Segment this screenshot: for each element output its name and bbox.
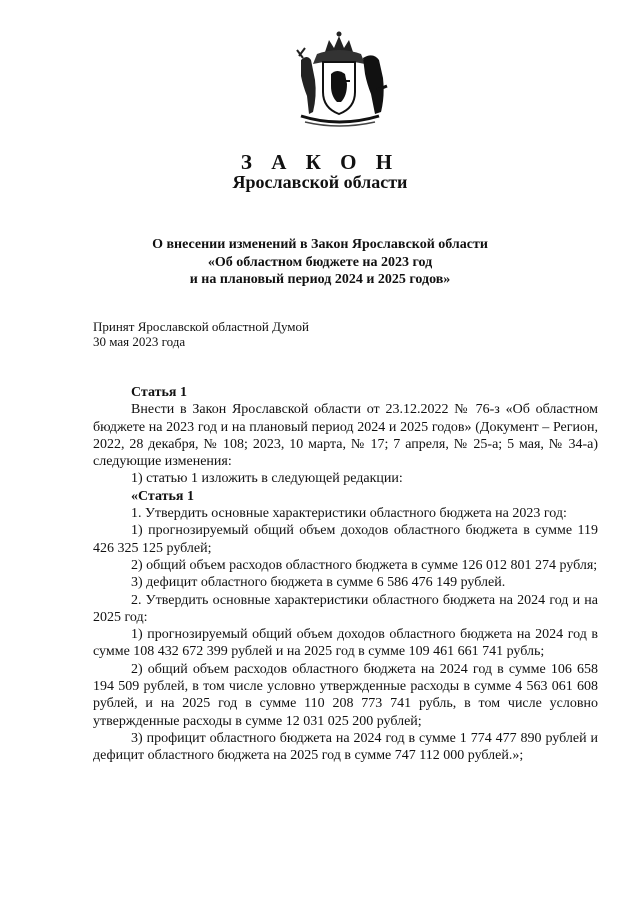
article-subparagraph: 1) прогнозируемый общий объем доходов областного бюджета на 2024 год в сумме 108 432 672 399 рублей и на 2025 год в сумме 109 461 661 741 рубль; — [93, 627, 598, 660]
article-heading: Статья 1 — [131, 385, 187, 400]
article-paragraph: 1. Утвердить основные характеристики областного бюджета на 2023 год: — [131, 506, 567, 522]
adoption-date: 30 мая 2023 года — [93, 334, 186, 349]
article-subparagraph: 3) профицит областного бюджета на 2024 год в сумме 1 774 477 890 рублей и дефицит областного бюджета на 2025 год в сумме 747 112 000 рублей.»; — [93, 730, 598, 764]
article-body — [93, 384, 598, 765]
article-item: 1) статью 1 изложить в следующей редакции: — [131, 471, 403, 487]
coat-of-arms-emblem — [287, 30, 391, 130]
law-heading: З А К О Н — [240, 150, 400, 174]
article-paragraph: 2. Утвердить основные характеристики областного бюджета на 2024 год и на 2025 год: — [93, 592, 598, 625]
article-subparagraph: 1) прогнозируемый общий объем доходов областного бюджета в сумме 119 426 325 125 рублей; — [93, 523, 598, 556]
article-subparagraph: 3) дефицит областного бюджета в сумме 6 586 476 149 рублей. — [131, 575, 506, 591]
article-subparagraph: 2) общий объем расходов областного бюджета в сумме 126 012 801 274 рубля; — [131, 557, 598, 573]
law-title-line: и на плановый период 2024 и 2025 годов» — [189, 272, 451, 287]
law-title-line: «Об областном бюджете на 2023 год — [207, 254, 433, 270]
quoted-article-heading: «Статья 1 — [131, 488, 194, 504]
region-heading: Ярославской области — [232, 172, 408, 192]
adoption-line: Принят Ярославской областной Думой — [93, 319, 309, 334]
article-subparagraph: 2) общий объем расходов областного бюджета на 2024 год в сумме 106 658 194 509 рублей, в том числе условно утвержденные расходы в сумме 4 563 061 608 рублей, и на 2025 год в сумме 110 208 773 741 рубль, в том числе условно утвержденные расходы в сумме 12 031 025 200 рублей; — [93, 661, 598, 729]
adoption-note — [93, 319, 309, 349]
article-intro: Внести в Закон Ярославской области от 23.12.2022 № 76-з «Об областном бюджете на 2023 год и на плановый период 2024 и 2025 годов» (Документ – Регион, 2022, 28 декабря, № 108; 2023, 10 марта, № 17; 7 апреля, № 25-а; 5 мая, № 34-а) следующие изменения: — [93, 402, 598, 470]
law-title — [0, 236, 640, 289]
law-title-line: О внесении изменений в Закон Ярославской области — [152, 237, 488, 252]
